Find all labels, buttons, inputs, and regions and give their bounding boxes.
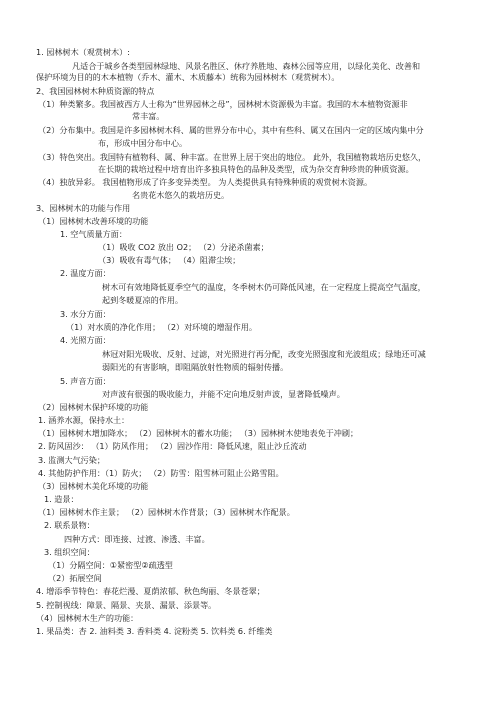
list-item: （2）分布集中。我国是许多园林树木科、属的世界分布中心，其中有些科、属又在国内一定的区域内集中分 [38,125,424,135]
item-heading: 4. 光照方面： [60,335,111,345]
subheading: （2）园林树木保护环境的功能 [38,402,149,412]
item-heading: 1. 造景： [44,494,79,504]
item-heading: 2. 联系景物： [44,520,95,530]
item-line: 4. 增添季节特色：春花烂漫、夏荫浓郁、秋色绚丽、冬景苍翠； [36,586,265,596]
item-heading: 3. 组织空间： [44,547,95,557]
item-text: 林冠对阳光吸收、反射、过滤，对光照进行再分配，改变光照强度和光波组成；绿地还可减 [102,349,426,359]
item-line: （1）对水质的净化作用； （2）对环境的增湿作用。 [66,322,257,332]
item-line: 1. 果品类：杏 2. 油料类 3. 香料类 4. 淀粉类 5. 饮料类 6. 纤维类 [36,626,273,636]
item-line: （2）拓展空间 [48,573,102,583]
item-line: （1）吸收 CO2 放出 O2； （2）分泌杀菌素； [98,242,269,252]
item-text: 树木可有效地降低夏季空气的温度，冬季树木仍可降低风速，在一定程度上提高空气温度， [102,282,426,292]
item-heading: 1. 涵养水源，保持水土： [38,415,130,425]
item-line: 2. 防风固沙： （1）防风作用； （2）固沙作用：降低风速，阻止沙丘流动 [38,441,307,451]
item-heading: 5. 声音方面： [60,376,111,386]
item-line: （1）分隔空间：①紧密型②疏透型 [48,560,173,570]
item-text: 四种方式：即连接、过渡、渗透、丰富。 [64,534,210,544]
item-line: （1）园林树木作主景； （2）园林树木作背景；（3）园林树木作配景。 [38,507,295,517]
paragraph-line: 保护环境为目的的木本植物（乔木、灌木、木质藤本）统称为园林树木（观赏树木）。 [36,72,340,82]
item-heading: 2. 温度方面： [60,268,111,278]
item-line: （1）园林树木增加降水； （2）园林树木的蓄水功能； （3）园林树木使地表免于冲刷； [38,428,359,438]
item-line: （3）吸收有毒气体； （4）阻滞尘埃； [98,255,241,265]
subheading: （4）园林树木生产的功能： [36,613,139,623]
heading-1: 1. 园林树木（观赏树木）: [36,47,130,57]
item-text: 弱阳光的有害影响，即阻隔放射性物质的辐射传播。 [102,362,289,372]
subheading: （1）园林树木改善环境的功能 [38,216,149,226]
item-text: 起到冬暖夏凉的作用。 [102,295,183,305]
paragraph-line: 凡适合于城乡各类型园林绿地、风景名胜区、休疗养胜地、森林公园等应用，以绿化美化、改善和 [72,61,421,71]
item-line: 3. 监测大气污染； [38,455,105,465]
heading-3: 3、园林树木的功能与作用 [36,203,131,213]
list-item-cont: 在长期的栽培过程中培育出许多独具特色的品种及类型，成为杂交育种珍贵的种质资源。 [98,164,414,174]
item-heading: 3. 水分方面： [60,309,111,319]
item-line: 5. 控制视线：障景、隔景、夹景、漏景、添景等。 [36,600,217,610]
item-line: 4. 其他防护作用：（1）防火； （2）防雪：阻雪林可阻止公路雪阻。 [38,468,284,478]
list-item-cont: 布，形成中国分布中心。 [98,138,188,148]
list-item-cont: 常丰富。 [132,111,165,121]
list-item-cont: 名贵花木悠久的栽培历史。 [132,190,230,200]
list-item: （3）特色突出。我国特有植物科、属、种丰富。在世界上居于突出的地位。 此外，我国植物栽培历史悠久， [38,152,427,162]
list-item: （4）独放异彩。 我国植物形成了许多变异类型。 为人类提供具有特殊种质的观赏树木资源。 [38,177,373,187]
list-item: （1）种类繁多。我国被西方人士称为“世界园林之母”，园林树木资源极为丰富。我国的木本植物资源非 [38,99,408,109]
item-heading: 1. 空气质量方面： [60,229,127,239]
subheading: （3）园林树木美化环境的功能 [38,481,149,491]
item-text: 对声波有很强的吸收能力，并能不定向地反射声波，显著降低噪声。 [102,389,345,399]
heading-2: 2、我国园林树木种质资源的特点 [36,86,155,96]
